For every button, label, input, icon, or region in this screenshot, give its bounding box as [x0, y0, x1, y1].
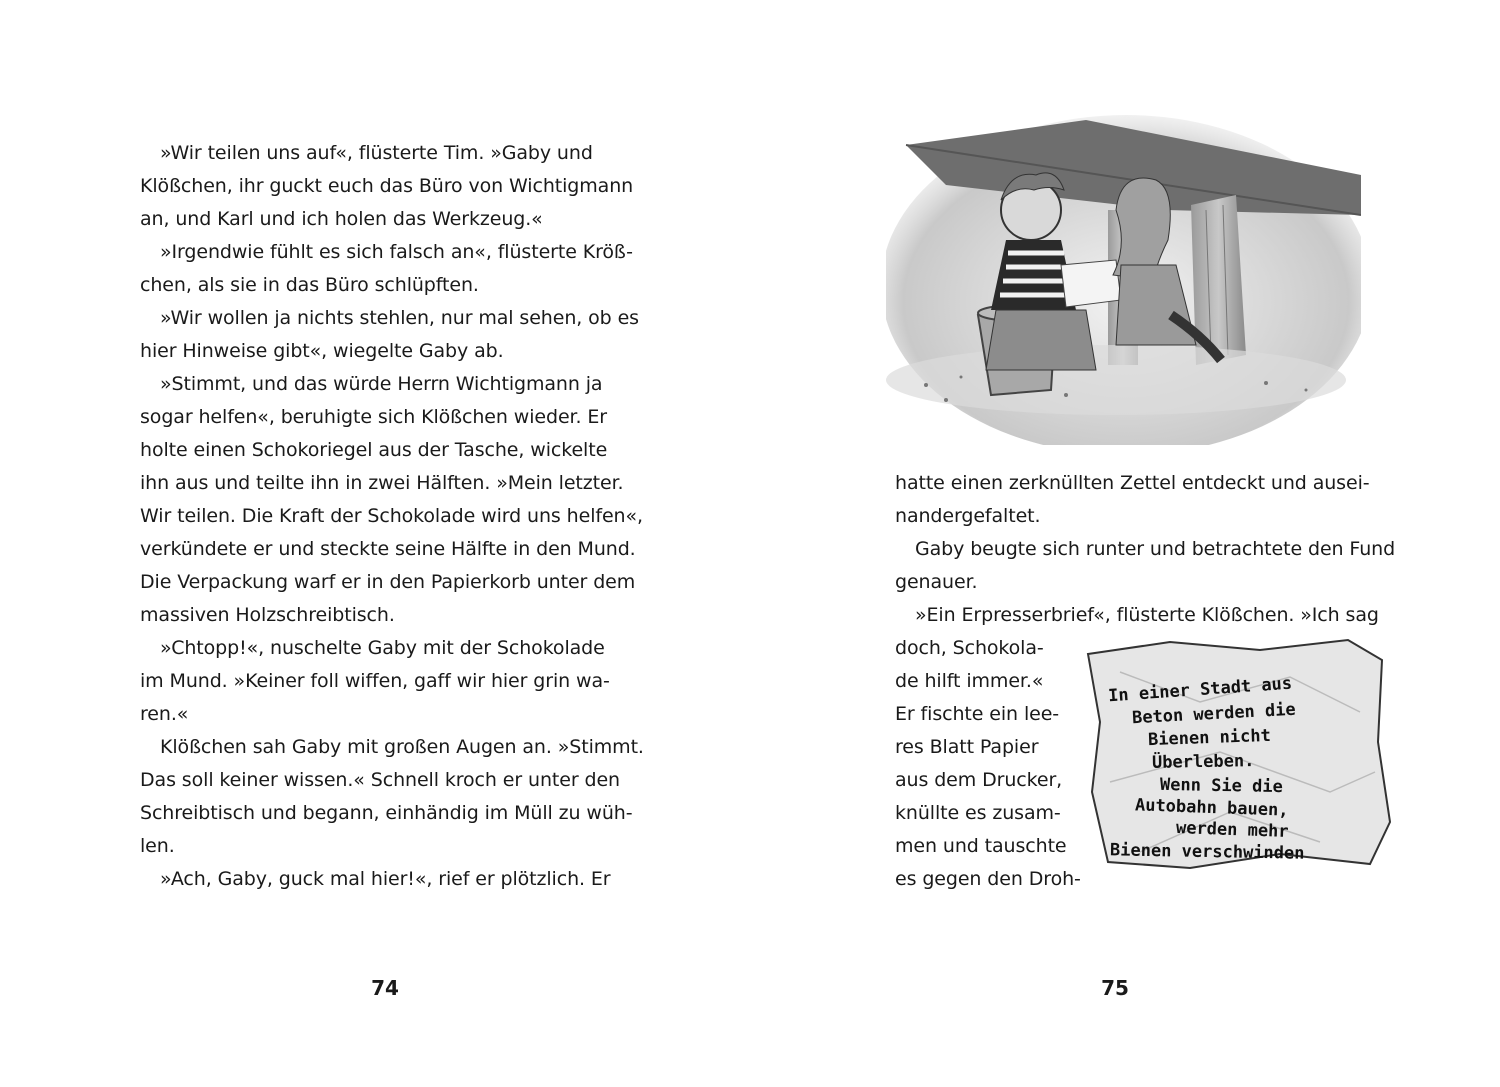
text-line: ren.«: [140, 703, 189, 725]
text-line: hier Hinweise gibt«, wiegelte Gaby ab.: [140, 340, 504, 362]
text-line: »Stimmt, und das würde Herrn Wichtigmann ja: [160, 373, 603, 395]
text-line: Schreibtisch und begann, einhändig im Müll zu wüh-: [140, 802, 633, 824]
text-line: »Wir teilen uns auf«, flüsterte Tim. »Gaby und: [160, 142, 593, 164]
ransom-note-line: In einer Stadt aus: [1107, 673, 1293, 707]
page-number: 75: [1101, 976, 1129, 1000]
text-line: Die Verpackung warf er in den Papierkorb unter dem: [140, 571, 636, 593]
text-line: aus dem Drucker,: [895, 769, 1063, 791]
text-line: Klößchen sah Gaby mit großen Augen an. »Stimmt.: [160, 736, 644, 758]
ransom-note-line: Beton werden die: [1131, 699, 1297, 729]
text-line: Das soll keiner wissen.« Schnell kroch er unter den: [140, 769, 620, 791]
text-line: massiven Holzschreibtisch.: [140, 604, 395, 626]
text-line: Gaby beugte sich runter und betrachtete den Fund: [915, 538, 1396, 560]
text-line: Wir teilen. Die Kraft der Schokolade wird uns helfen«,: [140, 505, 643, 527]
right-page: [750, 0, 1500, 1087]
ransom-note-line: Bienen nicht: [1147, 725, 1272, 751]
ransom-note-line: Bienen verschwinden: [1109, 840, 1305, 864]
page-number: 74: [371, 976, 399, 1000]
text-line: »Wir wollen ja nichts stehlen, nur mal sehen, ob es: [160, 307, 639, 329]
text-line: Klößchen, ihr guckt euch das Büro von Wichtigmann: [140, 175, 634, 197]
text-line: knüllte es zusam-: [895, 802, 1061, 824]
text-line: verkündete er und steckte seine Hälfte in den Mund.: [140, 538, 636, 560]
illustration-image: [886, 115, 1361, 445]
text-line: chen, als sie in das Büro schlüpften.: [140, 274, 479, 296]
ransom-note-line: Autobahn bauen,: [1134, 795, 1289, 821]
text-line: an, und Karl und ich holen das Werkzeug.«: [140, 208, 543, 230]
text-line: »Ein Erpresserbrief«, flüsterte Klößchen. »Ich sag: [915, 604, 1379, 626]
text-line: im Mund. »Keiner foll wiffen, gaff wir hier grin wa-: [140, 670, 610, 692]
text-line: men und tauschte: [895, 835, 1067, 857]
text-line: »Irgendwie fühlt es sich falsch an«, flüsterte Kröß-: [160, 241, 633, 263]
text-line: genauer.: [895, 571, 978, 593]
text-line: hatte einen zerknüllten Zettel entdeckt und ausei-: [895, 472, 1370, 494]
ransom-note-line: Wenn Sie die: [1159, 774, 1283, 798]
text-line: de hilft immer.«: [895, 670, 1044, 692]
text-line: es gegen den Droh-: [895, 868, 1081, 890]
text-line: holte einen Schokoriegel aus der Tasche, wickelte: [140, 439, 608, 461]
text-line: len.: [140, 835, 175, 857]
ransom-note-line: werden mehr: [1175, 818, 1289, 842]
ransom-note: [1080, 632, 1400, 872]
text-line: nandergefaltet.: [895, 505, 1041, 527]
text-line: res Blatt Papier: [895, 736, 1039, 758]
text-line: doch, Schokola-: [895, 637, 1044, 659]
text-line: ihn aus und teilte ihn in zwei Hälften. »Mein letzter.: [140, 472, 624, 494]
text-line: »Ach, Gaby, guck mal hier!«, rief er plötzlich. Er: [160, 868, 611, 890]
text-line: »Chtopp!«, nuschelte Gaby mit der Schokolade: [160, 637, 605, 659]
text-line: sogar helfen«, beruhigte sich Klößchen wieder. Er: [140, 406, 607, 428]
text-line: Er fischte ein lee-: [895, 703, 1060, 725]
ransom-note-line: Überleben.: [1151, 751, 1255, 773]
